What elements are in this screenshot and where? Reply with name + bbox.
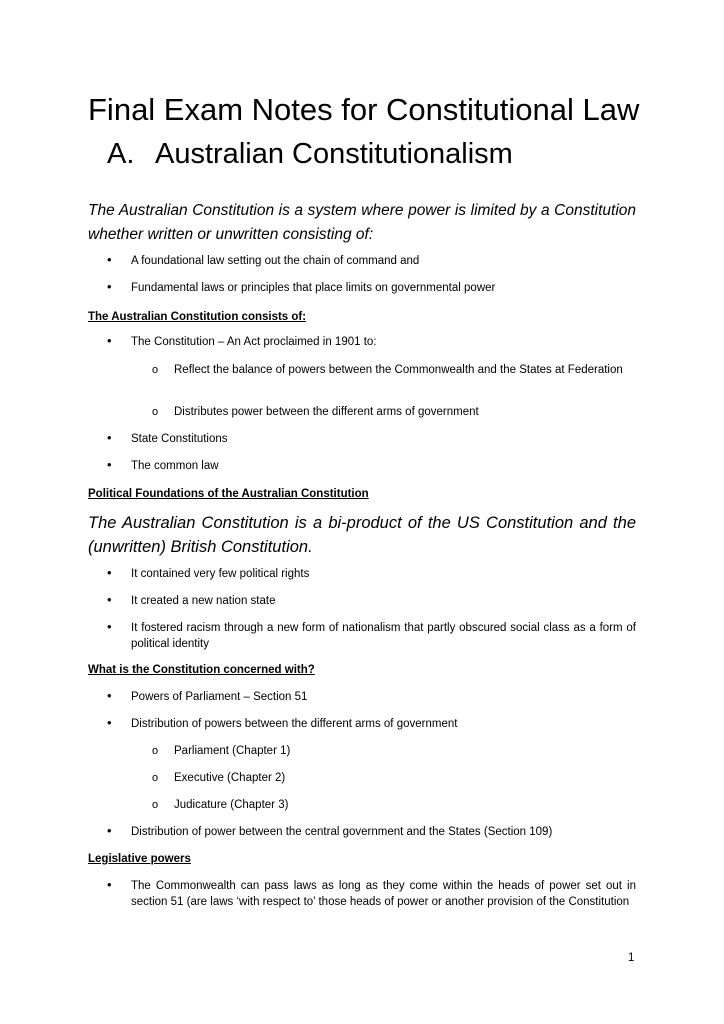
bullet-text: It fostered racism through a new form of nationalism that partly obscured social class as a form of political identity — [131, 622, 636, 650]
sub-bullet-glyph: o — [152, 772, 159, 784]
sub-bullet-glyph: o — [152, 364, 159, 376]
sub-bullet-text: Reflect the balance of powers between the Commonwealth and the States at Federation — [174, 364, 623, 376]
bullet-glyph: • — [107, 823, 112, 838]
bullet-item — [107, 620, 636, 652]
bullet-glyph: • — [107, 252, 112, 267]
bullet-text: Powers of Parliament – Section 51 — [131, 691, 308, 703]
political-statement: The Australian Constitution is a bi-product of the US Constitution and the (unwritten) British Constitution. — [88, 514, 636, 556]
sub-bullet-item — [152, 404, 636, 420]
bullet-item — [107, 878, 636, 910]
bullet-text: The Commonwealth can pass laws as long as they come within the heads of power set out in section 51 (are laws ‘with respect to’ those heads of power or another provision of the Constitution — [131, 880, 636, 908]
bullet-item — [107, 253, 636, 269]
section-heading-text: Australian Constitutionalism — [155, 138, 513, 170]
sub-bullet-text: Distributes power between the different arms of government — [174, 406, 479, 418]
page-title: Final Exam Notes for Constitutional Law — [88, 92, 640, 127]
sub-bullet-item — [152, 362, 636, 378]
section-subheading: Legislative powers — [88, 853, 191, 865]
bullet-glyph: • — [107, 688, 112, 703]
bullet-text: State Constitutions — [131, 433, 228, 445]
section-subheading: The Australian Constitution consists of: — [88, 311, 307, 323]
bullet-glyph: • — [107, 430, 112, 445]
bullet-item — [107, 593, 636, 609]
section-number: A. — [107, 138, 135, 170]
bullet-item — [107, 458, 636, 474]
bullet-text: A foundational law setting out the chain of command and — [131, 255, 420, 267]
bullet-glyph: • — [107, 592, 112, 607]
section-subheading: Political Foundations of the Australian Constitution — [88, 488, 369, 500]
bullet-item — [107, 334, 636, 350]
sub-bullet-glyph: o — [152, 406, 159, 418]
bullet-glyph: • — [107, 457, 112, 472]
page-number: 1 — [628, 952, 635, 964]
sub-bullet-text: Judicature (Chapter 3) — [174, 799, 289, 811]
bullet-glyph: • — [107, 333, 112, 348]
bullet-glyph: • — [107, 877, 112, 892]
bullet-item — [107, 824, 636, 840]
section-heading — [107, 136, 513, 172]
sub-bullet-text: Executive (Chapter 2) — [174, 772, 286, 784]
sub-bullet-item — [152, 797, 636, 813]
sub-bullet-item — [152, 770, 636, 786]
bullet-text: Fundamental laws or principles that place limits on governmental power — [131, 282, 496, 294]
bullet-glyph: • — [107, 619, 112, 634]
bullet-text: Distribution of powers between the different arms of government — [131, 718, 458, 730]
bullet-text: It created a new nation state — [131, 595, 276, 607]
bullet-text: Distribution of power between the central government and the States (Section 109) — [131, 826, 553, 838]
sub-bullet-glyph: o — [152, 745, 159, 757]
bullet-text: The common law — [131, 460, 219, 472]
sub-bullet-text: Parliament (Chapter 1) — [174, 745, 291, 757]
bullet-item — [107, 431, 636, 447]
section-subheading: What is the Constitution concerned with? — [88, 664, 315, 676]
sub-bullet-glyph: o — [152, 799, 159, 811]
bullet-glyph: • — [107, 715, 112, 730]
bullet-item — [107, 566, 636, 582]
bullet-glyph: • — [107, 279, 112, 294]
bullet-item — [107, 716, 636, 732]
bullet-item — [107, 280, 636, 296]
sub-bullet-item — [152, 743, 636, 759]
bullet-text: It contained very few political rights — [131, 568, 310, 580]
bullet-glyph: • — [107, 565, 112, 580]
bullet-text: The Constitution – An Act proclaimed in 1901 to: — [131, 336, 377, 348]
intro-paragraph: The Australian Constitution is a system where power is limited by a Constitution whether written or unwritten consisting of: — [88, 202, 636, 243]
bullet-item — [107, 689, 636, 705]
